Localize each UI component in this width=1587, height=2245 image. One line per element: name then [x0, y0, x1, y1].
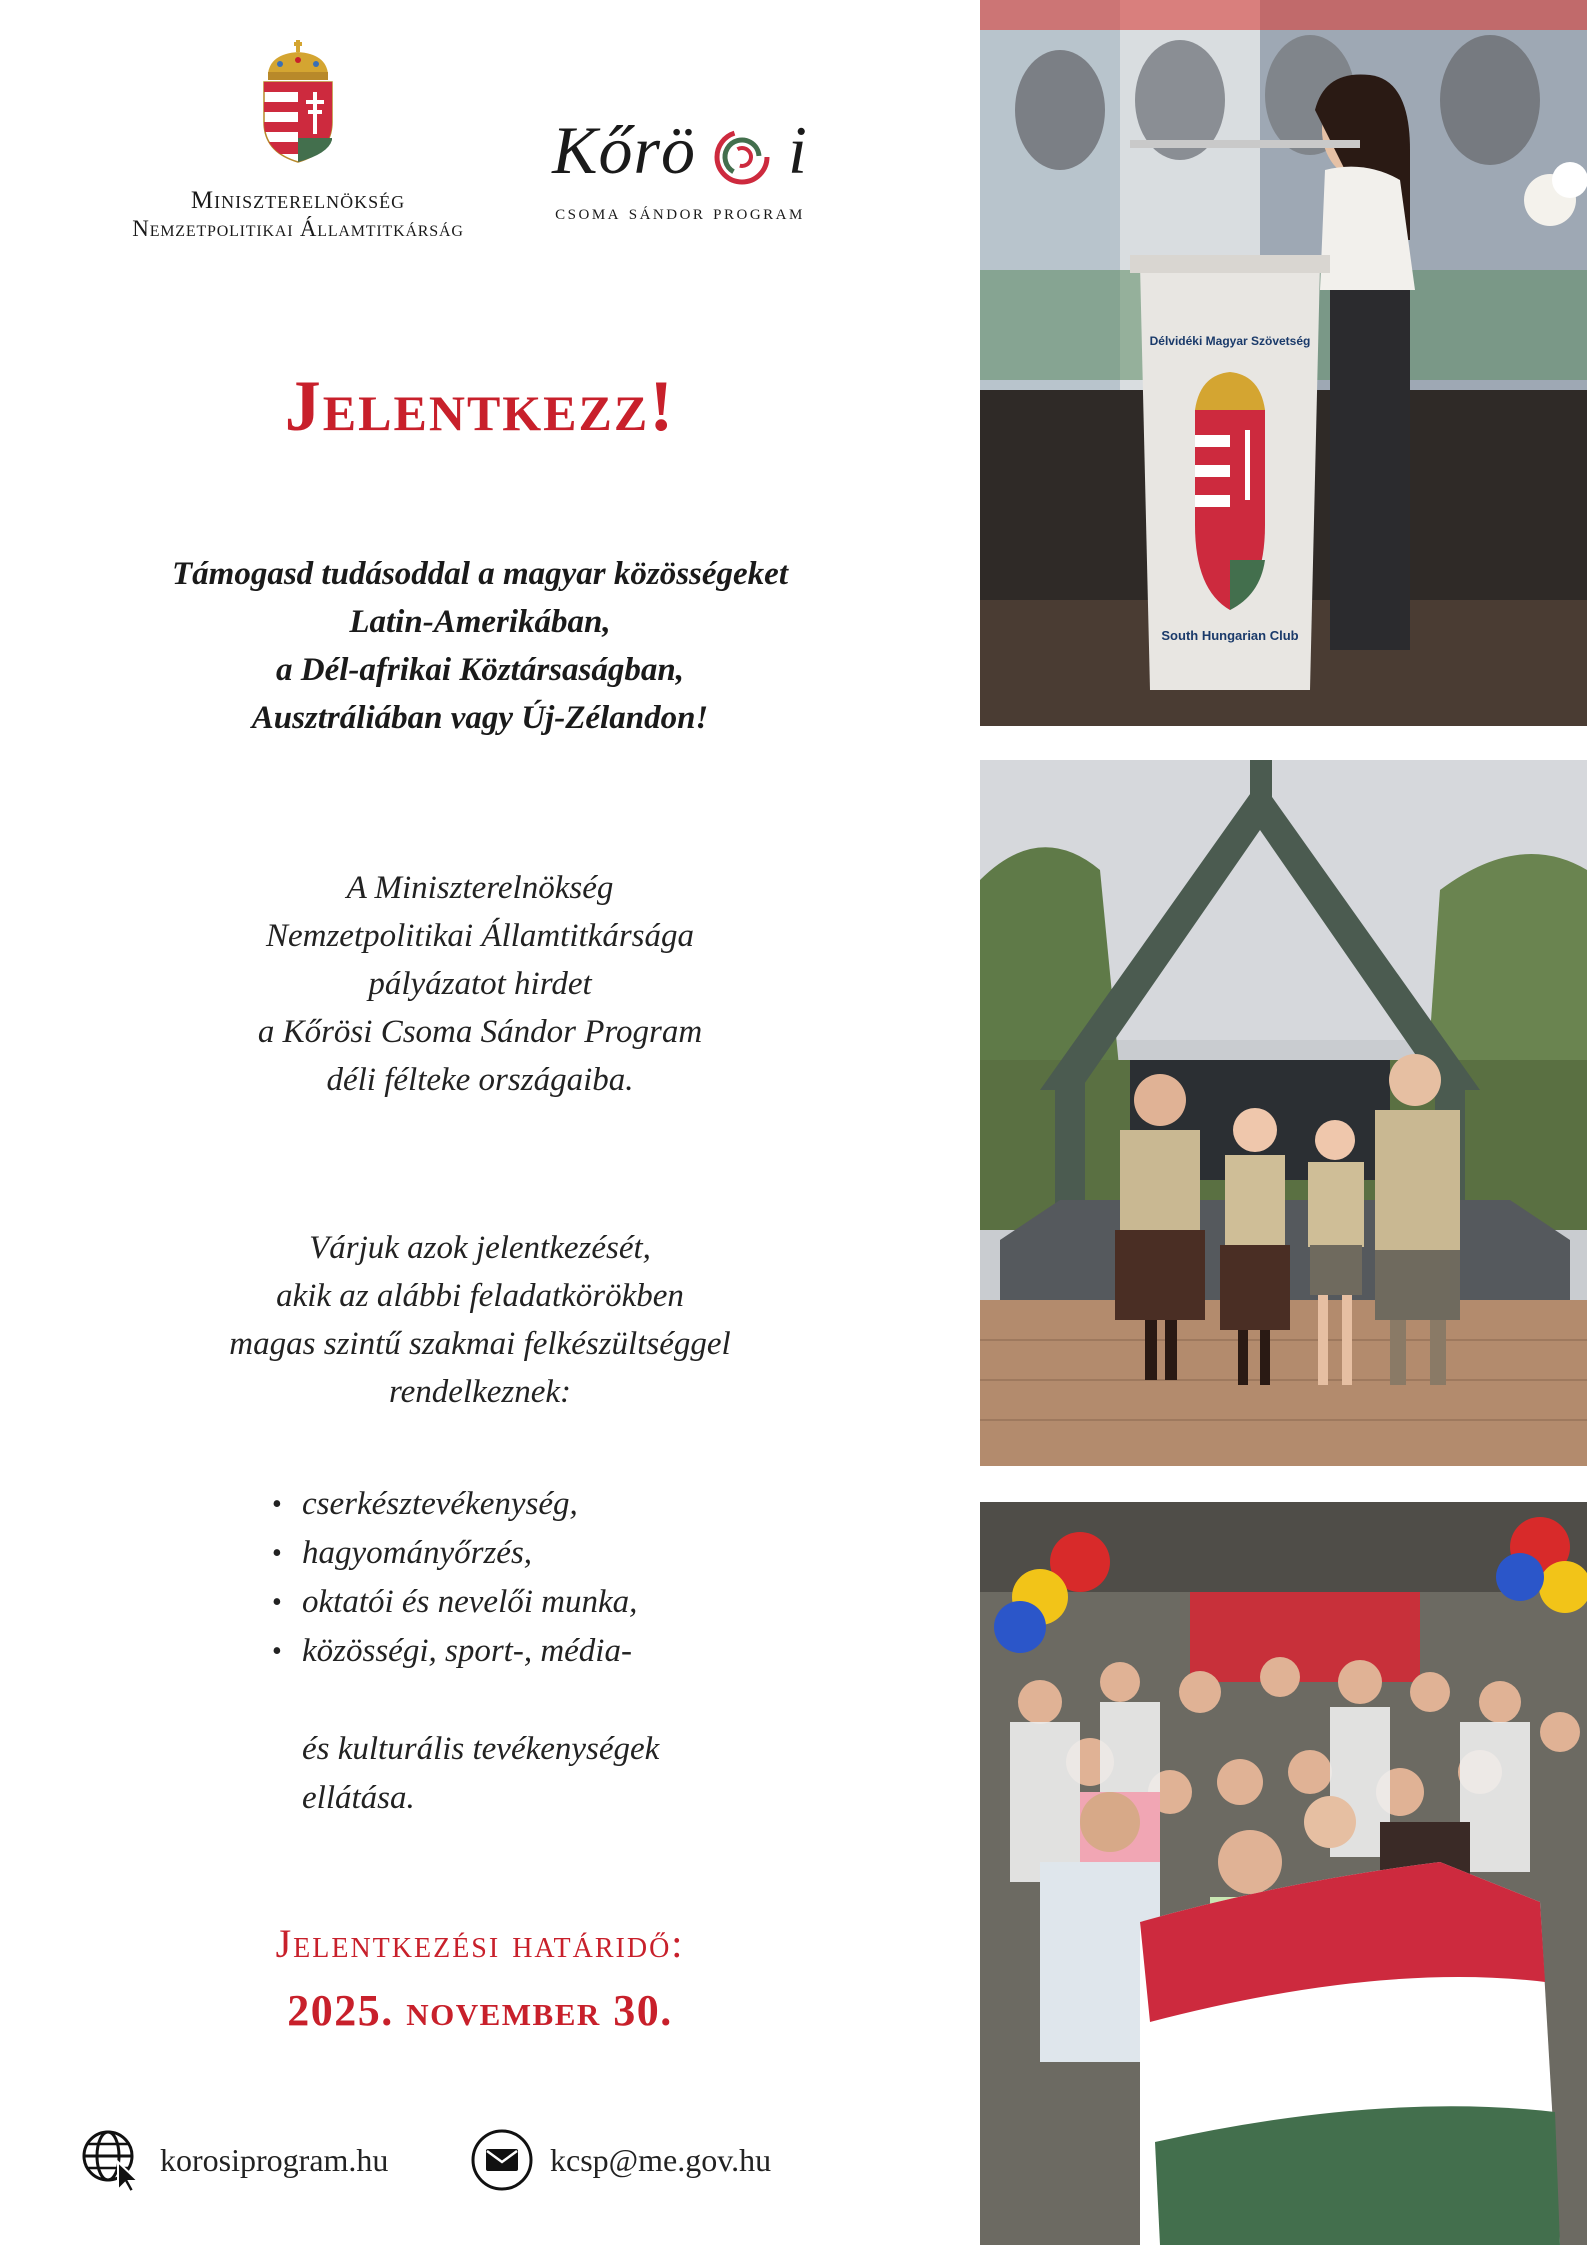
call-line: akik az alábbi feladatkörökben [276, 1278, 684, 1314]
announcement-line: Nemzetpolitikai Államtitkársága [265, 918, 695, 954]
announcement-line: pályázatot hirdet [368, 966, 592, 1002]
list-item: • cserkésztevékenység, [270, 1480, 950, 1529]
photo-community-group [980, 1502, 1587, 2245]
tricolor-spiral-icon [714, 129, 770, 185]
podium-top-text: Délvidéki Magyar Szövetség [1149, 334, 1311, 348]
list-item: • hagyományőrzés, [270, 1529, 950, 1578]
website-link[interactable] [80, 2125, 388, 2195]
headline: Jelentkezz! [284, 366, 676, 446]
email-text: kcsp@me.gov.hu [550, 2141, 772, 2178]
globe-cursor-icon [80, 2128, 144, 2192]
website-text: korosiprogram.hu [160, 2141, 389, 2178]
intro-line: a Dél-afrikai Köztársaságban, [276, 652, 684, 688]
call-line: magas szintű szakmai felkészültséggel [229, 1326, 731, 1362]
intro-text [0, 550, 960, 742]
email-link[interactable] [470, 2125, 771, 2195]
list-item: • közösségi, sport-, média- [270, 1627, 950, 1676]
envelope-icon [470, 2128, 534, 2192]
government-name-line1: Miniszterelnökség [190, 187, 406, 214]
call-paragraph [0, 1224, 960, 1416]
photo-flute-performance [980, 0, 1587, 726]
photo-column [980, 0, 1587, 2245]
government-logo [108, 40, 488, 243]
intro-line: Ausztráliában vagy Új-Zélandon! [251, 700, 709, 736]
government-name-line2: Nemzetpolitikai Államtitkárság [132, 216, 464, 241]
podium-bottom-text: South Hungarian Club [1161, 628, 1299, 643]
korosi-wordmark [515, 110, 845, 190]
announcement-line: A Miniszterelnökség [346, 870, 614, 906]
intro-line: Latin-Amerikában, [349, 604, 611, 640]
korosi-wordmark-start: Kőrö [552, 112, 696, 188]
korosi-program-logo [515, 110, 845, 225]
task-list [270, 1480, 950, 1676]
deadline-date: 2025. november 30. [287, 1986, 673, 2035]
task-list-continuation [302, 1725, 982, 1823]
list-item: • oktatói és nevelői munka, [270, 1578, 950, 1627]
list-item-continuation: ellátása. [302, 1780, 415, 1816]
photo-scouts-memorial [980, 760, 1587, 1466]
deadline-label: Jelentkezési határidő: [275, 1921, 685, 1966]
korosi-wordmark-end: i [787, 112, 808, 188]
call-line: Várjuk azok jelentkezését, [309, 1230, 651, 1266]
announcement-line: a Kőrösi Csoma Sándor Program [257, 1014, 703, 1050]
call-line: rendelkeznek: [389, 1374, 571, 1410]
announcement-line: déli félteke országaiba. [326, 1062, 634, 1098]
intro-line: Támogasd tudásoddal a magyar közösségeket [172, 556, 788, 592]
korosi-subtitle: csoma sándor program [555, 200, 805, 224]
announcement-paragraph [0, 864, 960, 1104]
hungarian-coat-of-arms-icon [258, 40, 338, 165]
list-item-continuation: és kulturális tevékenységek [302, 1731, 660, 1767]
